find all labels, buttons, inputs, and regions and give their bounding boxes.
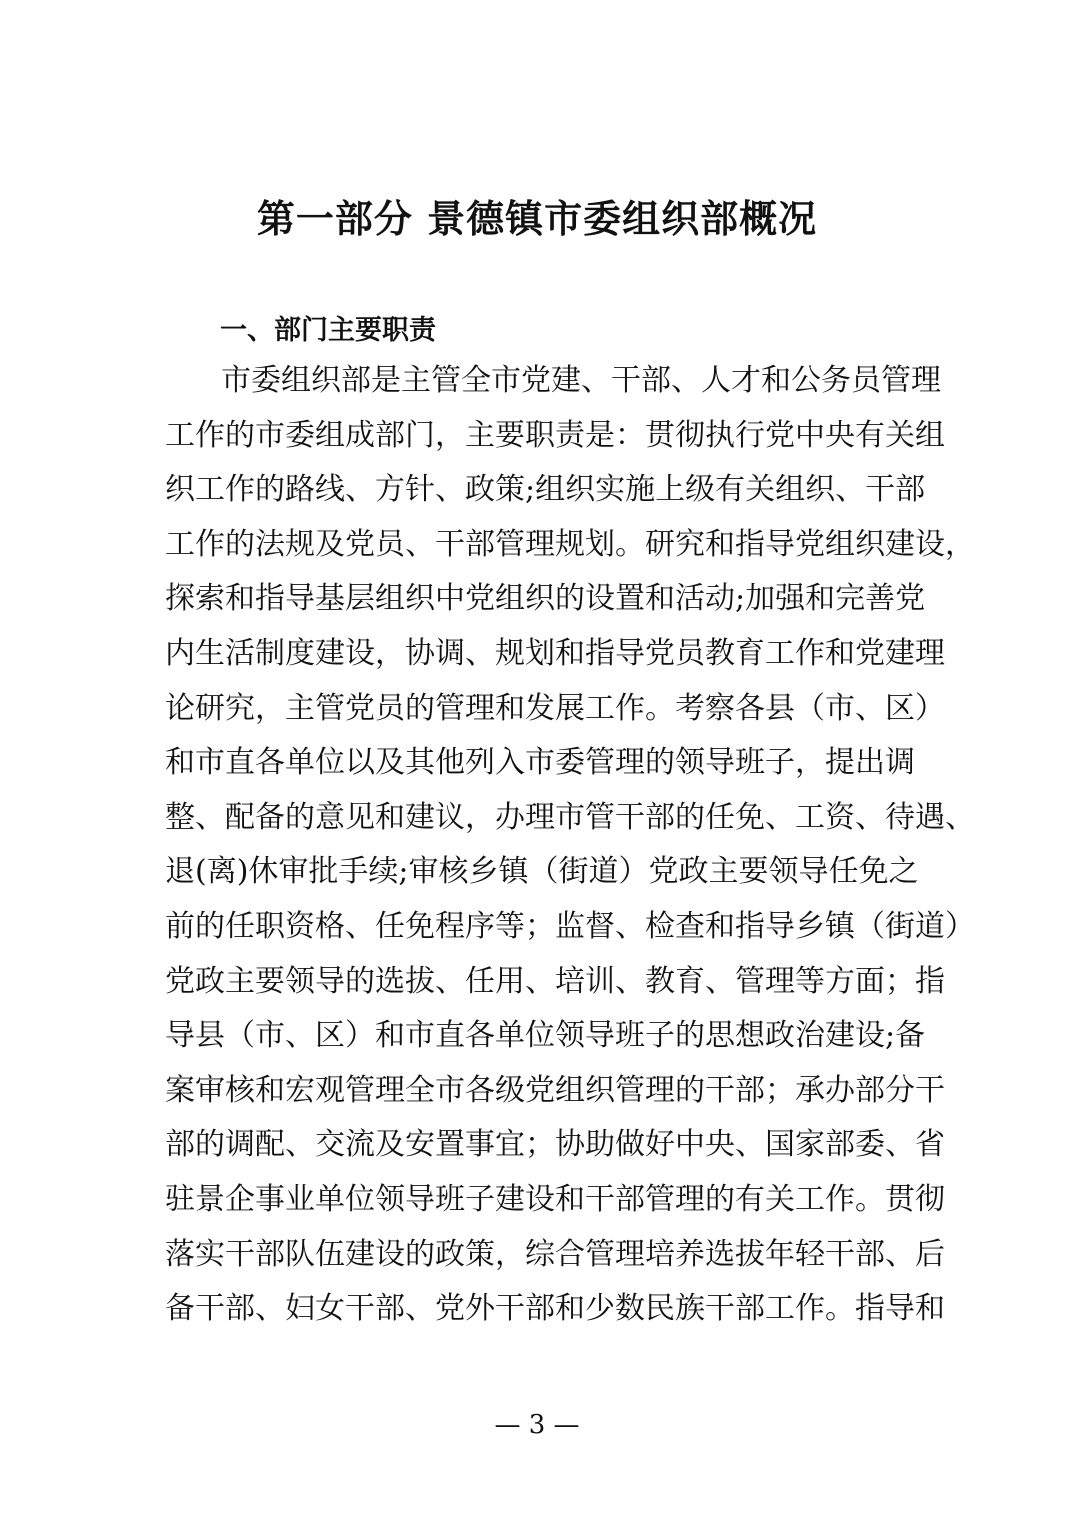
body-line: 导县（市、区）和市直各单位领导班子的思想政治建设;备 xyxy=(165,1018,926,1054)
body-line: 内生活制度建设，协调、规划和指导党员教育工作和党建理 xyxy=(165,635,945,671)
body-line: 论研究，主管党员的管理和发展工作。考察各县（市、区） xyxy=(165,690,945,726)
body-line: 退(离)休审批手续;审核乡镇（街道）党政主要领导任免之 xyxy=(165,854,919,890)
body-line: 工作的法规及党员、干部管理规划。研究和指导党组织建设， xyxy=(165,526,975,562)
body-line: 前的任职资格、任免程序等；监督、检查和指导乡镇（街道） xyxy=(165,908,975,944)
body-line: 和市直各单位以及其他列入市委管理的领导班子，提出调 xyxy=(165,745,915,781)
body-line: 党政主要领导的选拔、任用、培训、教育、管理等方面；指 xyxy=(165,963,945,999)
body-line: 部的调配、交流及安置事宜；协助做好中央、国家部委、省 xyxy=(165,1127,945,1163)
body-line: 整、配备的意见和建议，办理市管干部的任免、工资、待遇、 xyxy=(165,799,975,835)
section-heading: 一、部门主要职责 xyxy=(220,315,436,346)
body-line: 织工作的路线、方针、政策;组织实施上级有关组织、干部 xyxy=(165,472,926,508)
body-line: 市委组织部是主管全市党建、干部、人才和公务员管理 xyxy=(221,363,941,398)
body-line: 落实干部队伍建设的政策，综合管理培养选拔年轻干部、后 xyxy=(165,1236,945,1272)
body-line: 案审核和宏观管理全市各级党组织管理的干部；承办部分干 xyxy=(165,1072,945,1108)
body-line: 探索和指导基层组织中党组织的设置和活动;加强和完善党 xyxy=(165,581,926,617)
page-number: — 3 — xyxy=(494,1410,580,1440)
body-line: 备干部、妇女干部、党外干部和少数民族干部工作。指导和 xyxy=(165,1291,945,1327)
body-line: 工作的市委组成部门，主要职责是：贯彻执行党中央有关组 xyxy=(165,417,945,453)
page-title: 第一部分 景德镇市委组织部概况 xyxy=(256,197,818,241)
body-paragraph xyxy=(165,358,975,1341)
body-line: 驻景企事业单位领导班子建设和干部管理的有关工作。贯彻 xyxy=(165,1181,945,1217)
